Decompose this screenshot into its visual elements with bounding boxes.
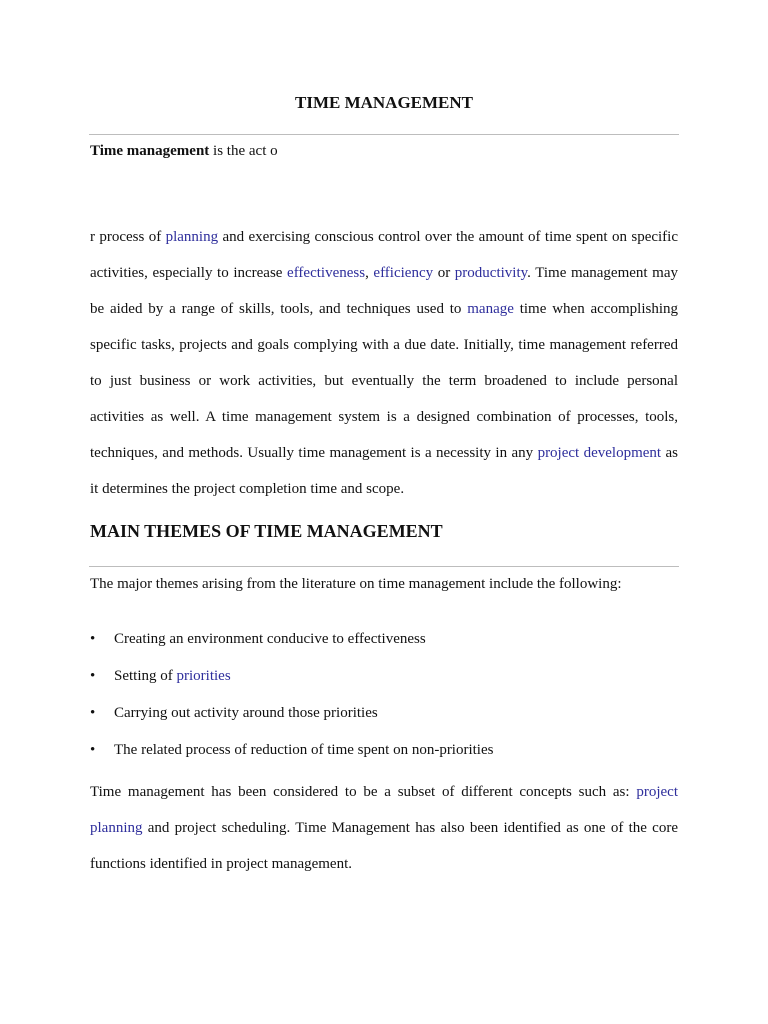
concepts-paragraph: [90, 774, 678, 882]
page-title: TIME MANAGEMENT: [294, 93, 474, 112]
link-productivity[interactable]: productivity: [454, 265, 528, 281]
link-manage[interactable]: manage: [467, 301, 514, 317]
link-effectiveness[interactable]: effectiveness: [287, 265, 366, 281]
text-run: ,: [365, 265, 374, 281]
divider-section: [89, 566, 679, 567]
text-run: and project scheduling. Time Management has also been identified as one of the core functions identified in project management.: [90, 820, 678, 872]
list-item-text: Setting of: [114, 668, 177, 684]
bullet-icon: •: [90, 742, 96, 758]
intro-bold-term: Time management: [90, 143, 210, 159]
section-heading: MAIN THEMES OF TIME MANAGEMENT: [90, 521, 443, 541]
text-run: or: [433, 265, 455, 281]
link-project-development[interactable]: project development: [537, 445, 662, 461]
intro-text: is the act o: [209, 143, 278, 159]
text-run: time when accomplishing specific tasks, projects and goals complying with a due date. Initially, time management referred to just business or work activities, but eventually the term broadened to include personal activities as well. A time management system is a designed combination of processes, tools, techniques, and methods. Usually time management is a necessity in any: [90, 301, 678, 461]
intro-line: [90, 142, 278, 160]
bullet-icon: •: [90, 631, 96, 647]
bullet-icon: •: [90, 705, 96, 721]
text-run: as it determines the project completion time and scope.: [90, 445, 678, 497]
list-item-text: The related process of reduction of time spent on non-priorities: [114, 742, 494, 758]
list-item-text: Carrying out activity around those priorities: [114, 705, 378, 721]
list-item: [90, 702, 493, 739]
divider-top: [89, 134, 679, 135]
link-project-planning[interactable]: project planning: [90, 784, 678, 836]
link-priorities[interactable]: priorities: [176, 668, 231, 684]
text-run: and exercising conscious control over the amount of time spent on specific activities, especially to increase: [90, 229, 678, 281]
text-run: . Time management may be aided by a range of skills, tools, and techniques used to: [90, 265, 678, 317]
bullet-icon: •: [90, 668, 96, 684]
link-planning[interactable]: planning: [165, 229, 219, 245]
text-run: Time management has been considered to be a subset of different concepts such as:: [90, 784, 637, 800]
link-efficiency[interactable]: efficiency: [373, 265, 434, 281]
list-item: [90, 739, 493, 776]
list-item: [90, 628, 493, 665]
definition-paragraph: [90, 219, 678, 507]
list-item: [90, 665, 493, 702]
themes-list: [90, 628, 493, 776]
list-item-text: Creating an environment conducive to effectiveness: [114, 631, 426, 647]
lead-sentence: The major themes arising from the literature on time management include the following:: [90, 576, 622, 592]
text-run: r process of: [90, 229, 166, 245]
